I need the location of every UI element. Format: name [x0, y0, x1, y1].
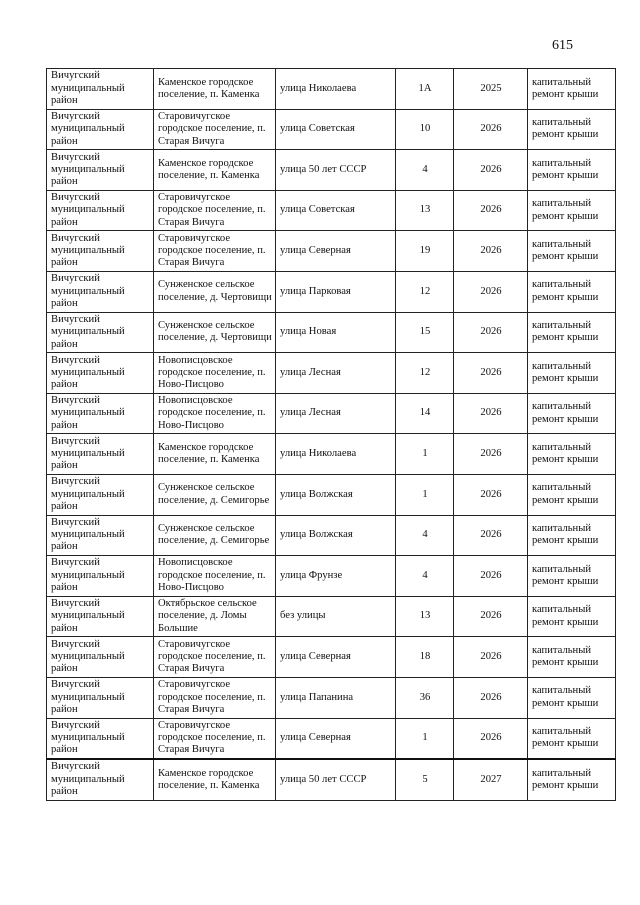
work-type-cell: капитальный ремонт крыши — [528, 637, 616, 678]
work-type-cell: капитальный ремонт крыши — [528, 353, 616, 394]
house-number-cell: 1 — [396, 434, 454, 475]
year-cell: 2026 — [454, 556, 528, 597]
work-type-cell: капитальный ремонт крыши — [528, 556, 616, 597]
street-cell: без улицы — [276, 596, 396, 637]
settlement-cell: Старовичугское городское поселение, п. Старая Вичуга — [154, 231, 276, 272]
district-cell: Вичугский муниципальный район — [47, 393, 154, 434]
district-cell: Вичугский муниципальный район — [47, 718, 154, 759]
year-cell: 2026 — [454, 150, 528, 191]
settlement-cell: Каменское городское поселение, п. Каменка — [154, 759, 276, 800]
district-cell: Вичугский муниципальный район — [47, 271, 154, 312]
street-cell: улица Волжская — [276, 515, 396, 556]
year-cell: 2026 — [454, 515, 528, 556]
settlement-cell: Сунженское сельское поселение, д. Семигорье — [154, 515, 276, 556]
table-row — [47, 637, 616, 678]
street-cell: улица Парковая — [276, 271, 396, 312]
year-cell: 2027 — [454, 759, 528, 800]
settlement-cell: Новописцовское городское поселение, п. Ново-Писцово — [154, 353, 276, 394]
district-cell: Вичугский муниципальный район — [47, 515, 154, 556]
district-cell: Вичугский муниципальный район — [47, 474, 154, 515]
house-number-cell: 15 — [396, 312, 454, 353]
table-row — [47, 312, 616, 353]
street-cell: улица Советская — [276, 109, 396, 150]
work-type-cell: капитальный ремонт крыши — [528, 271, 616, 312]
year-cell: 2026 — [454, 718, 528, 759]
settlement-cell: Новописцовское городское поселение, п. Ново-Писцово — [154, 556, 276, 597]
street-cell: улица Северная — [276, 718, 396, 759]
year-cell: 2026 — [454, 474, 528, 515]
district-cell: Вичугский муниципальный район — [47, 150, 154, 191]
repair-schedule-table — [46, 68, 616, 801]
house-number-cell: 13 — [396, 596, 454, 637]
street-cell: улица Лесная — [276, 393, 396, 434]
year-cell: 2026 — [454, 271, 528, 312]
district-cell: Вичугский муниципальный район — [47, 190, 154, 231]
house-number-cell: 13 — [396, 190, 454, 231]
district-cell: Вичугский муниципальный район — [47, 596, 154, 637]
street-cell: улица Новая — [276, 312, 396, 353]
settlement-cell: Старовичугское городское поселение, п. Старая Вичуга — [154, 718, 276, 759]
street-cell: улица Лесная — [276, 353, 396, 394]
page-number: 615 — [552, 38, 573, 53]
house-number-cell: 1 — [396, 474, 454, 515]
settlement-cell: Старовичугское городское поселение, п. Старая Вичуга — [154, 190, 276, 231]
street-cell: улица Северная — [276, 231, 396, 272]
table-row — [47, 596, 616, 637]
settlement-cell: Сунженское сельское поселение, д. Семигорье — [154, 474, 276, 515]
year-cell: 2026 — [454, 231, 528, 272]
table-row — [47, 150, 616, 191]
year-cell: 2026 — [454, 677, 528, 718]
table-row — [47, 677, 616, 718]
street-cell: улица Николаева — [276, 434, 396, 475]
house-number-cell: 4 — [396, 556, 454, 597]
table-row — [47, 474, 616, 515]
house-number-cell: 1 — [396, 718, 454, 759]
table-row — [47, 69, 616, 110]
street-cell: улица 50 лет СССР — [276, 150, 396, 191]
house-number-cell: 12 — [396, 271, 454, 312]
work-type-cell: капитальный ремонт крыши — [528, 150, 616, 191]
table-row — [47, 231, 616, 272]
work-type-cell: капитальный ремонт крыши — [528, 434, 616, 475]
house-number-cell: 5 — [396, 759, 454, 800]
district-cell: Вичугский муниципальный район — [47, 109, 154, 150]
settlement-cell: Октябрьское сельское поселение, д. Ломы Большие — [154, 596, 276, 637]
street-cell: улица Фрунзе — [276, 556, 396, 597]
district-cell: Вичугский муниципальный район — [47, 637, 154, 678]
year-cell: 2025 — [454, 69, 528, 110]
house-number-cell: 10 — [396, 109, 454, 150]
work-type-cell: капитальный ремонт крыши — [528, 515, 616, 556]
work-type-cell: капитальный ремонт крыши — [528, 231, 616, 272]
house-number-cell: 36 — [396, 677, 454, 718]
work-type-cell: капитальный ремонт крыши — [528, 312, 616, 353]
work-type-cell: капитальный ремонт крыши — [528, 393, 616, 434]
street-cell: улица Папанина — [276, 677, 396, 718]
district-cell: Вичугский муниципальный район — [47, 69, 154, 110]
work-type-cell: капитальный ремонт крыши — [528, 474, 616, 515]
street-cell: улица Николаева — [276, 69, 396, 110]
house-number-cell: 1А — [396, 69, 454, 110]
year-cell: 2026 — [454, 393, 528, 434]
house-number-cell: 19 — [396, 231, 454, 272]
street-cell: улица Советская — [276, 190, 396, 231]
settlement-cell: Сунженское сельское поселение, д. Чертовищи — [154, 271, 276, 312]
work-type-cell: капитальный ремонт крыши — [528, 718, 616, 759]
year-cell: 2026 — [454, 637, 528, 678]
year-cell: 2026 — [454, 109, 528, 150]
settlement-cell: Старовичугское городское поселение, п. Старая Вичуга — [154, 637, 276, 678]
district-cell: Вичугский муниципальный район — [47, 556, 154, 597]
settlement-cell: Старовичугское городское поселение, п. Старая Вичуга — [154, 109, 276, 150]
year-cell: 2026 — [454, 353, 528, 394]
house-number-cell: 4 — [396, 150, 454, 191]
year-cell: 2026 — [454, 434, 528, 475]
table-row — [47, 759, 616, 800]
year-cell: 2026 — [454, 190, 528, 231]
street-cell: улица Северная — [276, 637, 396, 678]
settlement-cell: Новописцовское городское поселение, п. Ново-Писцово — [154, 393, 276, 434]
settlement-cell: Каменское городское поселение, п. Каменка — [154, 150, 276, 191]
work-type-cell: капитальный ремонт крыши — [528, 677, 616, 718]
work-type-cell: капитальный ремонт крыши — [528, 759, 616, 800]
table-row — [47, 109, 616, 150]
table-row — [47, 515, 616, 556]
table-row — [47, 353, 616, 394]
house-number-cell: 4 — [396, 515, 454, 556]
settlement-cell: Сунженское сельское поселение, д. Чертовищи — [154, 312, 276, 353]
district-cell: Вичугский муниципальный район — [47, 353, 154, 394]
table-row — [47, 556, 616, 597]
street-cell: улица Волжская — [276, 474, 396, 515]
work-type-cell: капитальный ремонт крыши — [528, 69, 616, 110]
house-number-cell: 14 — [396, 393, 454, 434]
work-type-cell: капитальный ремонт крыши — [528, 190, 616, 231]
house-number-cell: 12 — [396, 353, 454, 394]
district-cell: Вичугский муниципальный район — [47, 434, 154, 475]
table-row — [47, 190, 616, 231]
house-number-cell: 18 — [396, 637, 454, 678]
year-cell: 2026 — [454, 312, 528, 353]
table-row — [47, 718, 616, 759]
district-cell: Вичугский муниципальный район — [47, 759, 154, 800]
district-cell: Вичугский муниципальный район — [47, 231, 154, 272]
street-cell: улица 50 лет СССР — [276, 759, 396, 800]
year-cell: 2026 — [454, 596, 528, 637]
table-row — [47, 434, 616, 475]
settlement-cell: Каменское городское поселение, п. Каменка — [154, 434, 276, 475]
settlement-cell: Каменское городское поселение, п. Каменка — [154, 69, 276, 110]
table-row — [47, 393, 616, 434]
table-row — [47, 271, 616, 312]
district-cell: Вичугский муниципальный район — [47, 312, 154, 353]
district-cell: Вичугский муниципальный район — [47, 677, 154, 718]
settlement-cell: Старовичугское городское поселение, п. Старая Вичуга — [154, 677, 276, 718]
work-type-cell: капитальный ремонт крыши — [528, 596, 616, 637]
work-type-cell: капитальный ремонт крыши — [528, 109, 616, 150]
